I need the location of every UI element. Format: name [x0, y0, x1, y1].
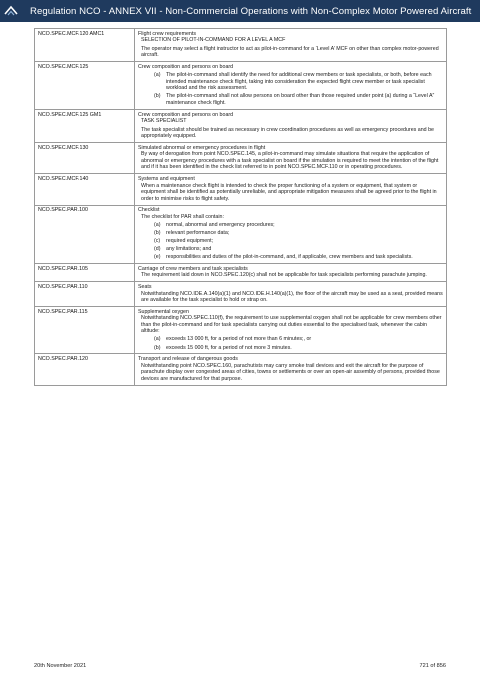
rule-paragraph: The operator may select a flight instructor to act as pilot-in-command for a ‘Level A’ MCF on other than complex motor-powered aircraft.	[141, 45, 439, 59]
regulation-table	[34, 28, 447, 386]
list-item-label: (c)	[154, 238, 161, 245]
table-row	[35, 282, 447, 307]
list-item	[138, 345, 443, 352]
rule-reference: NCO.SPEC.PAR.110	[35, 282, 135, 307]
list-item-label: (a)	[154, 72, 161, 79]
rule-subtitle: The checklist for PAR shall contain:	[141, 213, 224, 220]
rule-content	[135, 282, 447, 307]
footer-page-number: 721 of 856	[419, 663, 446, 669]
rule-content	[135, 109, 447, 142]
rule-content	[135, 307, 447, 354]
rule-subtitle: TASK SPECIALIST	[141, 118, 187, 125]
list-item	[138, 222, 443, 229]
rule-content	[135, 264, 447, 282]
rule-content	[135, 62, 447, 109]
list-item-text: The pilot-in-command shall identify the need for additional crew members or task specialists, or both, before each intended maintenance check flight, taking into consideration the expected flight crew member or task specialist workload and the risk assessment.	[166, 72, 432, 92]
rule-paragraph: The task specialist should be trained as necessary in crew coordination procedures as well as emergency procedures and be appropriately equipped.	[141, 126, 434, 140]
rule-subtitle: By way of derogation from point NCO.SPEC.145, a pilot-in-command may simulate situations that require the application of abnormal or emergency procedures with a task specialist on board if the simulation is required to meet the intention of the flight and if it has been identified in the check list referred to in point NCO.SPEC.MCF.110 or in operating procedures.	[141, 151, 439, 171]
rule-content	[135, 174, 447, 205]
rule-title: Crew composition and persons on board	[138, 111, 234, 118]
list-item-label: (e)	[154, 254, 161, 261]
list-item-label: (b)	[154, 93, 161, 100]
rule-title: Flight crew requirements	[138, 30, 196, 37]
list-item	[138, 246, 443, 253]
table-row	[35, 174, 447, 205]
list-item	[138, 72, 443, 92]
rule-content	[135, 143, 447, 174]
table-row	[35, 354, 447, 385]
rule-content	[135, 354, 447, 385]
rule-subtitle: Notwithstanding NCO.SPEC.110(f), the requirement to use supplemental oxygen shall not be applicable for crew members other than the pilot-in-command and for task specialists carrying out duties essential to the specialised task, whenever the cabin altitude:	[141, 315, 442, 335]
list-item-label: (a)	[154, 221, 161, 228]
rule-title: Simulated abnormal or emergency procedures in flight	[138, 144, 266, 151]
rule-reference: NCO.SPEC.MCF.120 AMC1	[35, 29, 135, 62]
list-item	[138, 238, 443, 245]
rule-title: Seats	[138, 284, 152, 291]
list-item-text: exceeds 13 000 ft, for a period of not more than 6 minutes;, or	[166, 336, 312, 343]
rule-title: Transport and release of dangerous goods	[138, 356, 238, 363]
rule-reference: NCO.SPEC.PAR.100	[35, 205, 135, 264]
list-item-text: relevant performance data;	[166, 229, 230, 236]
rule-reference: NCO.SPEC.MCF.140	[35, 174, 135, 205]
table-row	[35, 29, 447, 62]
list-item-text: exceeds 15 000 ft, for a period of not more 3 minutes.	[166, 344, 292, 351]
list-item-text: any limitations; and	[166, 246, 212, 253]
rule-reference: NCO.SPEC.PAR.120	[35, 354, 135, 385]
rule-subtitle: SELECTION OF PILOT-IN-COMMAND FOR A LEVEL A MCF	[141, 37, 286, 44]
list-item	[138, 254, 443, 261]
footer-date: 20th November 2021	[34, 663, 87, 669]
list-item	[138, 336, 443, 343]
table-row	[35, 307, 447, 354]
rule-title: Supplemental oxygen	[138, 308, 189, 315]
rule-list	[138, 72, 443, 106]
rule-subtitle: Notwithstanding point NCO.SPEC.160, parachutists may carry smoke trail devices and exit the aircraft for the purpose of parachute display over congested areas of cities, towns or settlements or over an open-air assembly of persons, provided those devices are manufactured for that purpose.	[141, 362, 440, 382]
list-item-label: (b)	[154, 229, 161, 236]
easa-logo-icon	[0, 0, 22, 22]
rule-title: Checklist	[138, 207, 160, 214]
rule-reference: NCO.SPEC.PAR.105	[35, 264, 135, 282]
table-row	[35, 264, 447, 282]
rule-content	[135, 29, 447, 62]
list-item-text: required equipment;	[166, 238, 214, 245]
rule-reference: NCO.SPEC.MCF.125 GM1	[35, 109, 135, 142]
page-header	[0, 0, 480, 22]
table-row	[35, 62, 447, 109]
rule-list	[138, 336, 443, 351]
header-title: Regulation NCO - ANNEX VII - Non-Commercial Operations with Non-Complex Motor Powered Aircraft	[30, 5, 472, 17]
rule-reference: NCO.SPEC.PAR.115	[35, 307, 135, 354]
rule-content	[135, 205, 447, 264]
list-item-label: (b)	[154, 344, 161, 351]
rule-subtitle: When a maintenance check flight is intended to check the proper functioning of a system or equipment, that system or equipment shall be identified as potentially unreliable, and appropriate mitigation measures shall be agreed prior to the flight in order to minimise risks to flight safety.	[141, 182, 437, 202]
rule-subtitle: Notwithstanding NCO.IDE.A.140(a)(1) and NCO.IDE.H.140(a)(1), the floor of the aircraft may be used as a seat, provided means are available for the task specialist to hold or strap on.	[141, 290, 443, 304]
list-item-text: The pilot-in-command shall not allow persons on board other than those required under point (a) during a “Level A” maintenance check flight.	[166, 93, 435, 106]
rule-title: Systems and equipment	[138, 176, 195, 183]
list-item	[138, 230, 443, 237]
table-row	[35, 109, 447, 142]
table-row	[35, 205, 447, 264]
list-item	[138, 93, 443, 106]
rule-title: Crew composition and persons on board	[138, 64, 234, 71]
table-row	[35, 143, 447, 174]
rule-reference: NCO.SPEC.MCF.125	[35, 62, 135, 109]
list-item-label: (d)	[154, 246, 161, 253]
rule-reference: NCO.SPEC.MCF.130	[35, 143, 135, 174]
list-item-text: normal, abnormal and emergency procedures;	[166, 221, 275, 228]
rule-list	[138, 222, 443, 261]
list-item-label: (a)	[154, 336, 161, 343]
rule-subtitle: The requirement laid down in NCO.SPEC.120(c) shall not be applicable for task specialists performing parachute jumping.	[141, 272, 427, 279]
list-item-text: responsibilities and duties of the pilot-in-command, and, if applicable, crew members and task specialists.	[166, 254, 413, 261]
rule-title: Carriage of crew members and task specialists	[138, 265, 248, 272]
